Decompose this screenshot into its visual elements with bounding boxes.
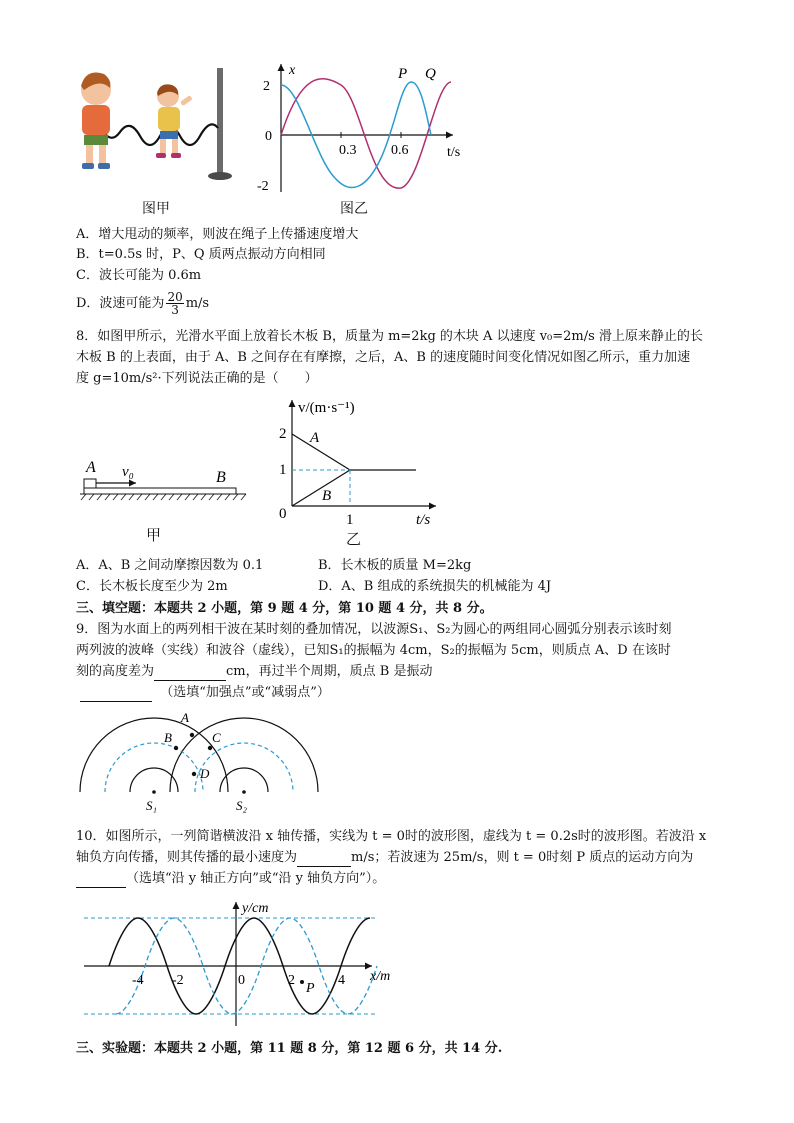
q10-x-tick-0: 0 <box>238 973 245 988</box>
q10-x-tick-4: 4 <box>338 973 345 988</box>
q10-wave-graph <box>80 896 410 1030</box>
q10-x-tick-neg4: -4 <box>132 973 144 988</box>
q8-x-axis-label: t/s <box>416 512 431 528</box>
q8-option-d: D．A、B 组成的系统损失的机械能为 4J <box>318 579 552 594</box>
fig7-xt-graph <box>255 58 470 198</box>
fig7-x-tick-03: 0.3 <box>339 143 357 158</box>
q9-label-c: C <box>212 730 221 745</box>
q7-option-b: B．t=0.5s 时，P、Q 质两点振动方向相同 <box>76 247 326 262</box>
q9-point-b <box>174 746 178 750</box>
q8-line-a <box>292 434 350 470</box>
q8-stem-line2: 木板 B 的上表面，由于 A、B 之间存在有摩擦，之后，A、B 的速度随时间变化情况如图乙所示，重力加速 <box>76 350 691 365</box>
q8-stem-line1: 8．如图甲所示，光滑水平面上放着长木板 B，质量为 m=2kg 的木块 A 以速度 v₀=2m/s 滑上原来静止的长 <box>76 329 703 344</box>
q10-blank-min-speed[interactable] <box>297 852 351 867</box>
q10-y-axis-label: y/cm <box>242 901 269 916</box>
fig7-y-tick-0: 0 <box>265 129 272 144</box>
fig7-curve-p-label: P <box>398 66 408 82</box>
q10-line3-suffix: （选填“沿 y 轴正方向”或“沿 y 轴负方向”）。 <box>126 871 386 886</box>
q10-x-tick-2: 2 <box>288 973 295 988</box>
fig7-x-tick-06: 0.6 <box>391 143 409 158</box>
q8-y-tick-0: 0 <box>279 506 287 522</box>
q8-fig-left-caption: 甲 <box>146 526 162 544</box>
fig7-caption-left: 图甲 <box>142 201 170 217</box>
q8-label-v0: v₀ <box>122 464 134 480</box>
q10-blank-direction[interactable] <box>76 873 126 888</box>
q10-line3 <box>76 870 385 888</box>
q9-line3-prefix: 刻的高度差为 <box>76 664 155 679</box>
q8-fig-right <box>276 394 446 532</box>
q10-line2-prefix: 轴负方向传播，则其传播的最小速度为 <box>76 850 298 865</box>
q8-graph-label-b: B <box>322 488 332 504</box>
q7-option-d-fraction <box>166 291 183 316</box>
q7-option-d-unit: m/s <box>185 296 210 311</box>
q10-line2 <box>76 849 693 867</box>
section3-heading: 三、填空题：本题共 2 小题，第 9 题 4 分，第 10 题 4 分，共 8 分。 <box>76 601 493 616</box>
section4-heading: 三、实验题：本题共 2 小题，第 11 题 8 分，第 12 题 6 分，共 14 分. <box>76 1041 503 1056</box>
q8-graph-label-a: A <box>310 430 320 446</box>
q8-stem-line3: 度 g=10m/s²·下列说法正确的是（ ） <box>76 371 318 386</box>
q10-x-tick-neg2: -2 <box>172 973 184 988</box>
q9-label-a: A <box>181 710 189 725</box>
q9-line2: 两列波的波峰（实线）和波谷（虚线），已知S₁的振幅为 4cm，S₂的振幅为 5cm，则质点 A、D 在该时 <box>76 643 671 658</box>
fig7-curve-q-label: Q <box>425 66 436 82</box>
fig7-rope-illustration <box>72 62 252 202</box>
q7-option-d <box>76 289 209 319</box>
q8-y-tick-1: 1 <box>279 462 287 478</box>
q9-blank-point-type[interactable] <box>80 687 152 702</box>
q9-point-d <box>192 772 196 776</box>
fig7-y-axis-label: x <box>289 63 296 78</box>
q8-fig-left <box>80 452 250 504</box>
q9-point-a <box>190 733 194 737</box>
q7-option-d-prefix: D．波速可能为 <box>76 296 165 311</box>
q9-line3-suffix: cm，再过半个周期，质点 B 是振动 <box>226 664 433 679</box>
fig7-curve-q <box>281 79 451 188</box>
q10-x-axis-label: x/m <box>370 969 391 984</box>
q9-label-s1: S₁ <box>146 798 158 813</box>
fig7-caption-right: 图乙 <box>340 201 368 217</box>
q9-label-d: D <box>200 766 210 781</box>
q9-line4 <box>80 684 330 702</box>
q10-line2-suffix: m/s；若波速为 25m/s，则 t = 0时刻 P 质点的运动方向为 <box>351 850 694 865</box>
q9-interference-figure <box>74 706 324 818</box>
q7-option-d-den: 3 <box>171 303 179 317</box>
q8-label-b: B <box>216 469 226 486</box>
q8-option-c: C．长木板长度至少为 2m <box>76 579 228 594</box>
q7-option-d-num: 20 <box>167 290 183 304</box>
q8-block-a <box>84 479 96 488</box>
q7-option-a: A．增大甩动的频率，则波在绳子上传播速度增大 <box>76 227 359 242</box>
fig7-x-axis-label: t/s <box>447 145 461 160</box>
q9-label-s2: S₂ <box>236 798 248 813</box>
q8-x-tick-1: 1 <box>346 512 354 528</box>
q8-line-b <box>292 470 350 506</box>
q8-option-b: B．长木板的质量 M=2kg <box>318 558 472 573</box>
fig7-y-tick-neg2: -2 <box>257 179 269 194</box>
q9-blank-height-diff[interactable] <box>154 666 226 681</box>
q10-point-p-label: P <box>306 981 315 996</box>
q10-point-p <box>300 980 304 984</box>
q8-board-b <box>84 488 236 494</box>
q9-line1: 9．图为水面上的两列相干波在某时刻的叠加情况，以波源S₁、S₂为圆心的两组同心圆弧分别表示该时刻 <box>76 622 672 637</box>
q8-label-a: A <box>86 459 96 476</box>
q9-point-c <box>208 746 212 750</box>
q8-option-a: A．A、B 之间动摩擦因数为 0.1 <box>76 558 264 573</box>
q8-y-tick-2: 2 <box>279 426 287 442</box>
q10-line1: 10．如图所示，一列简谐横波沿 x 轴传播，实线为 t = 0时的波形图，虚线为 t = 0.2s时的波形图。若波沿 x <box>76 829 707 844</box>
q9-line4-suffix: （选填“加强点”或“减弱点”） <box>160 685 330 700</box>
q8-y-axis-label: v/(m·s⁻¹) <box>298 400 355 416</box>
fig7-y-tick-2: 2 <box>263 79 270 94</box>
q7-option-c: C．波长可能为 0.6m <box>76 268 202 283</box>
q8-fig-right-caption: 乙 <box>346 530 362 548</box>
q9-line3 <box>76 663 432 681</box>
q9-label-b: B <box>164 730 172 745</box>
